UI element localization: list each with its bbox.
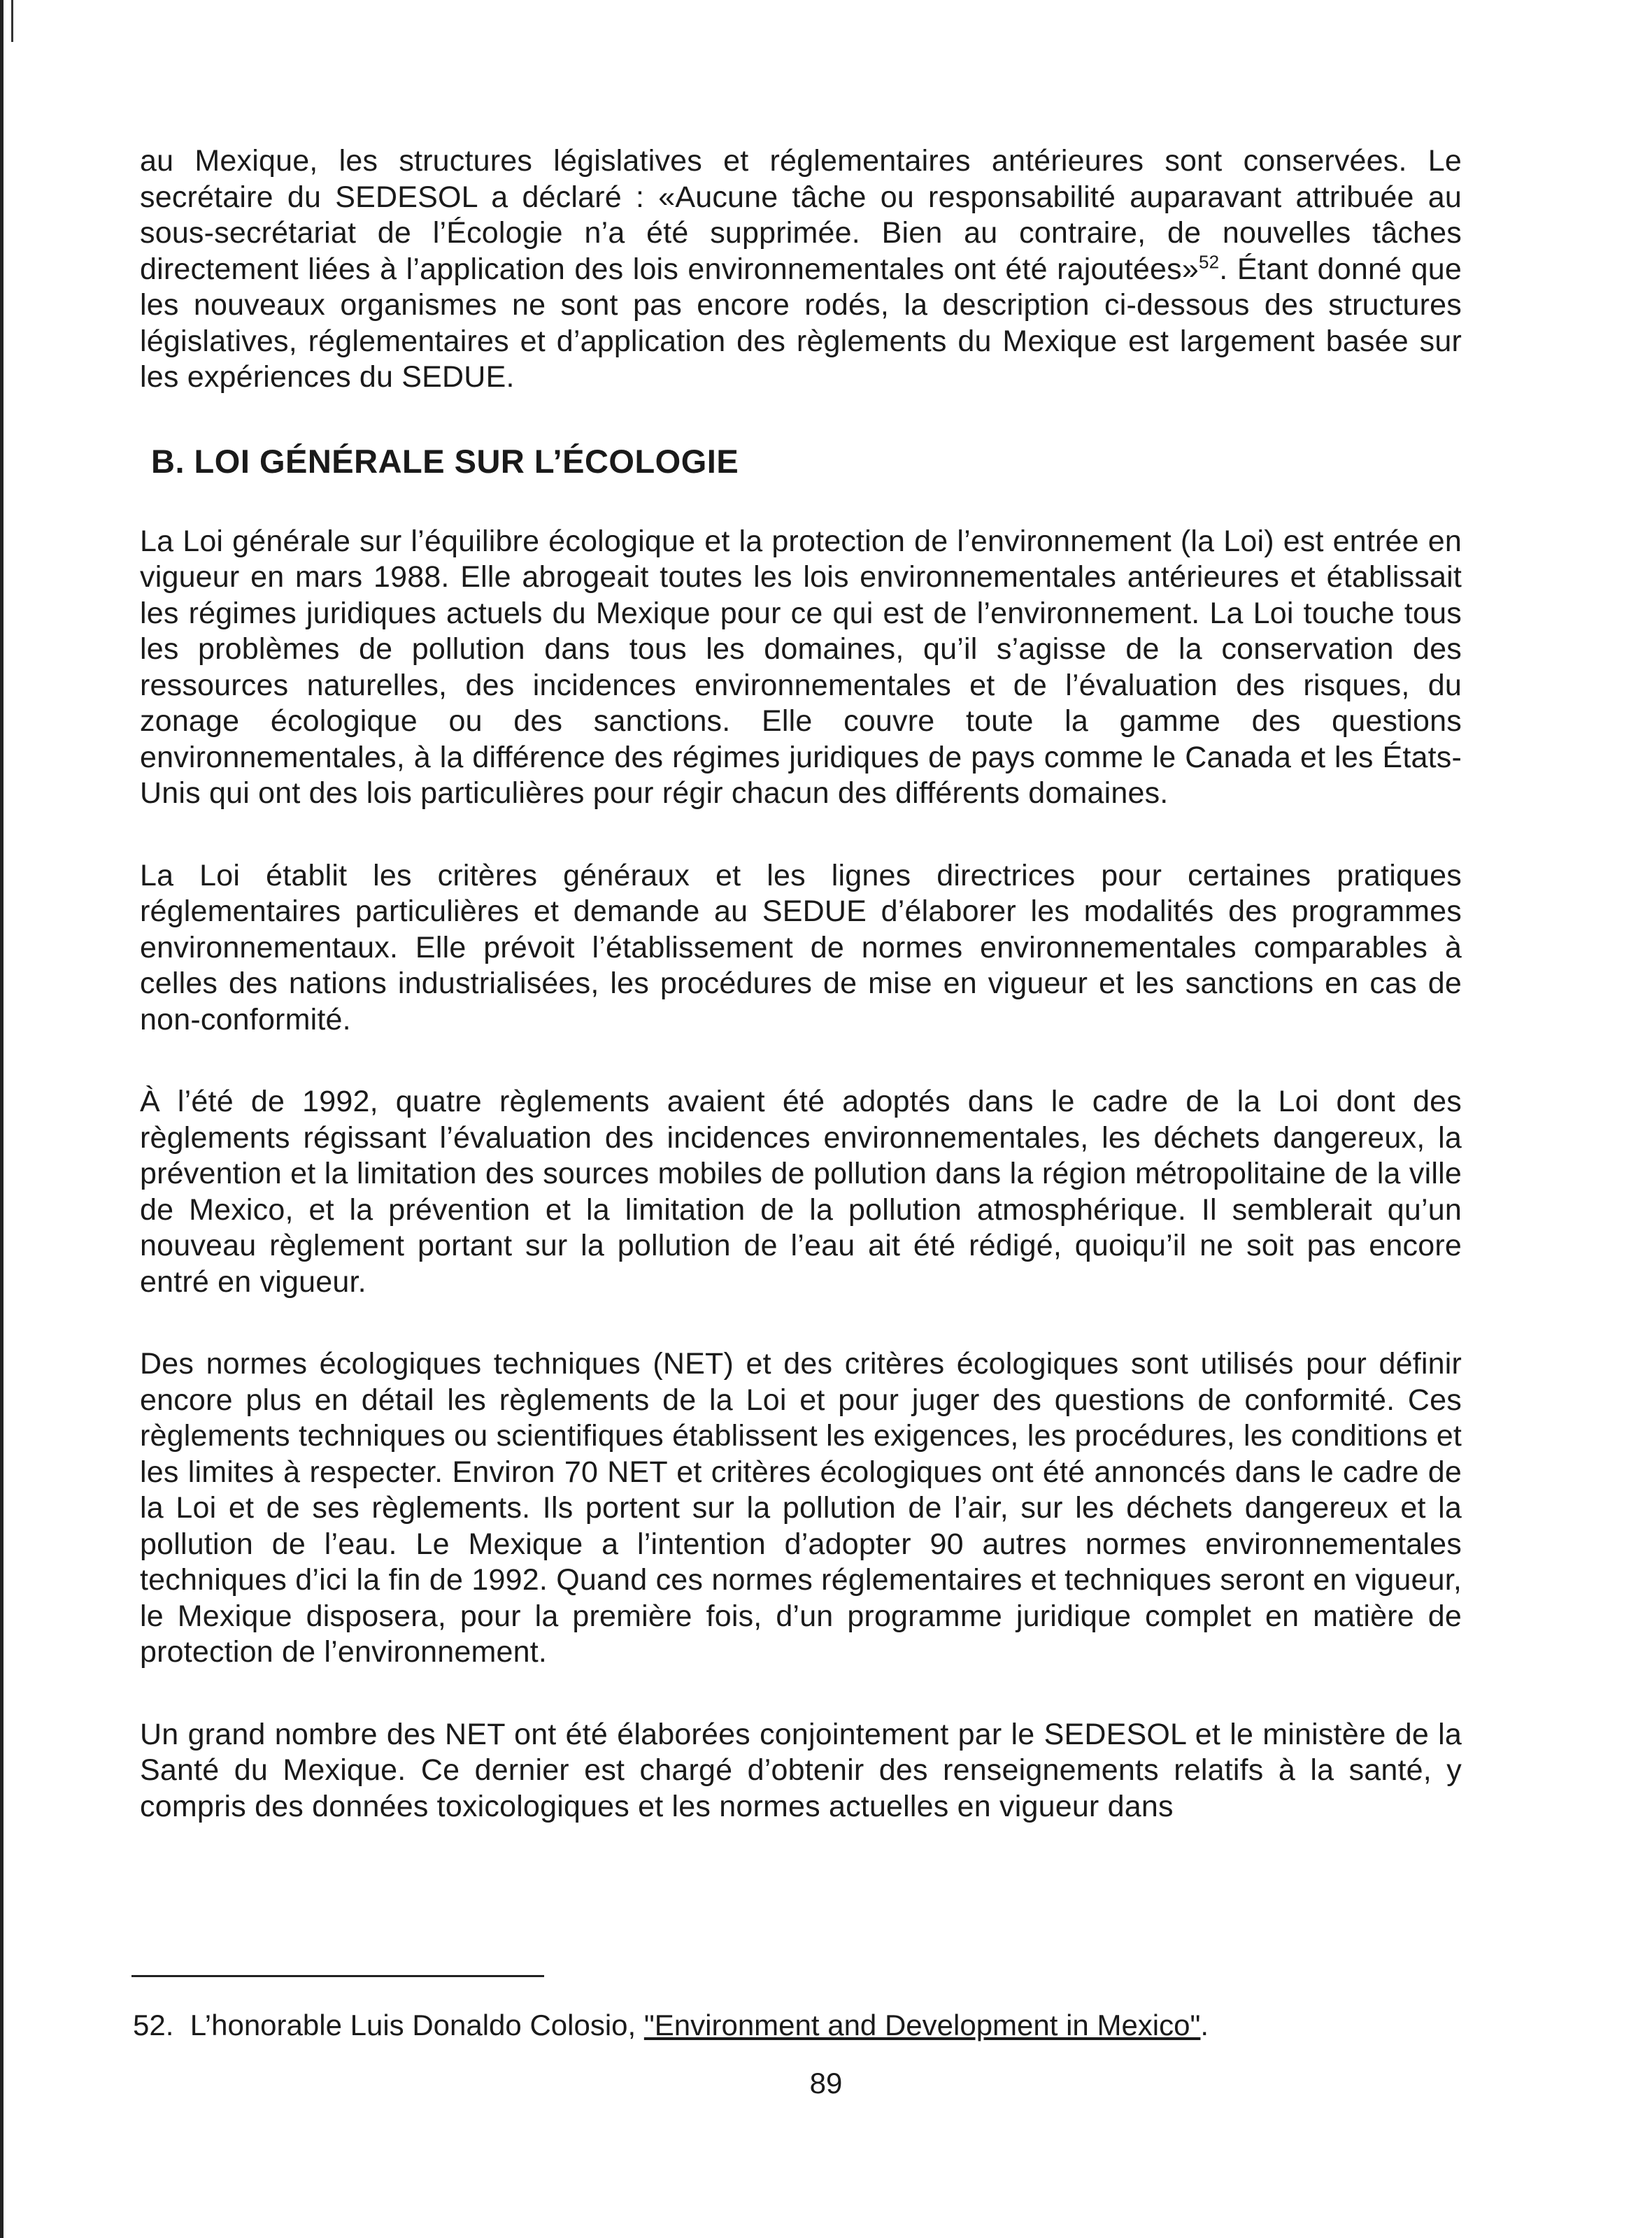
- paragraph-intro-text-b: . Étant donné que les nouveaux organismes ne sont pas encore rodés, la description ci-dessous des structures législatives, réglementaires et d’application des règlements du Mexique est largement basée sur les expériences du SEDUE.: [140, 252, 1462, 394]
- paragraph-normes-net: Des normes écologiques techniques (NET) et des critères écologiques sont utilisés pour définir encore plus en détail les règlements de la Loi et pour juger des questions de conformité. Ces règlements techniques ou scientifiques établissent les exigences, les procédures, les conditions et les limites à respecter. Environ 70 NET et critères écologiques ont été annoncés dans le cadre de la Loi et de ses règlements. Ils portent sur la pollution de l’air, sur les déchets dangereux et la pollution de l’eau. Le Mexique a l’intention d’adopter 90 autres normes environnementales techniques d’ici la fin de 1992. Quand ces normes réglementaires et techniques seront en vigueur, le Mexique disposera, pour la première fois, d’un programme juridique complet en matière de protection de l’environnement.: [140, 1347, 1462, 1669]
- footnote-number: 52.: [133, 2009, 174, 2041]
- paragraph-criteres: La Loi établit les critères généraux et les lignes directrices pour certaines pratiques réglementaires particulières et demande au SEDUE d’élaborer les modalités des programmes environnementaux. Elle prévoit l’établissement de normes environnementales comparables à celles des nations industrialisées, les procédures de mise en vigueur et les sanctions en cas de non-conformité.: [140, 858, 1462, 1036]
- section-heading: B. LOI GÉNÉRALE SUR L’ÉCOLOGIE: [151, 442, 739, 480]
- footnote-divider: [131, 1975, 544, 1977]
- page-body: [140, 143, 1462, 1871]
- footnote: [133, 2007, 1209, 2044]
- page-number: 89: [809, 2067, 843, 2100]
- scan-left-edge: [0, 0, 3, 2238]
- footnote-reference: 52: [1198, 251, 1220, 273]
- paragraph-loi-generale: La Loi générale sur l’équilibre écologique et la protection de l’environnement (la Loi) est entrée en vigueur en mars 1988. Elle abrogeait toutes les lois environnementales antérieures et établissait les régimes juridiques actuels du Mexique pour ce qui est de l’environnement. La Loi touche tous les problèmes de pollution dans tous les domaines, qu’il s’agisse de la conservation des ressources naturelles, des incidences environnementales et de l’évaluation des risques, du zonage écologique ou des sanctions. Elle couvre toute la gamme des questions environnementales, à la différence des régimes juridiques de pays comme le Canada et les États-Unis qui ont des lois particulières pour régir chacun des différents domaines.: [140, 524, 1462, 810]
- paragraph-intro-text-a: au Mexique, les structures législatives et réglementaires antérieures sont conservées. Le secrétaire du SEDESOL a déclaré : «Aucune tâche ou responsabilité auparavant attribuée au sous-secrétariat de l’Écologie n’a été supprimée. Bien au contraire, de nouvelles tâches directement liées à l’application des lois environnementales ont été rajoutées»: [140, 144, 1462, 286]
- footnote-end: .: [1200, 2009, 1209, 2041]
- paragraph-reglements-1992: À l’été de 1992, quatre règlements avaient été adoptés dans le cadre de la Loi dont des règlements régissant l’évaluation des incidences environnementales, les déchets dangereux, la prévention et la limitation des sources mobiles de pollution dans la région métropolitaine de la ville de Mexico, et la prévention et la limitation de la pollution atmosphérique. Il semblerait qu’un nouveau règlement portant sur la pollution de l’eau ait été rédigé, quoiqu’il ne soit pas encore entré en vigueur.: [140, 1085, 1462, 1299]
- paragraph-intro: [140, 143, 1462, 396]
- footnote-title: "Environment and Development in Mexico": [643, 2009, 1201, 2041]
- paragraph-sante: Un grand nombre des NET ont été élaborées conjointement par le SEDESOL et le ministère de la Santé du Mexique. Ce dernier est chargé d’obtenir des renseignements relatifs à la santé, y compris des données toxicologiques et les normes actuelles en vigueur dans: [140, 1717, 1462, 1823]
- footnote-author: L’honorable Luis Donaldo Colosio,: [190, 2009, 636, 2041]
- scan-margin-mark: [11, 0, 13, 42]
